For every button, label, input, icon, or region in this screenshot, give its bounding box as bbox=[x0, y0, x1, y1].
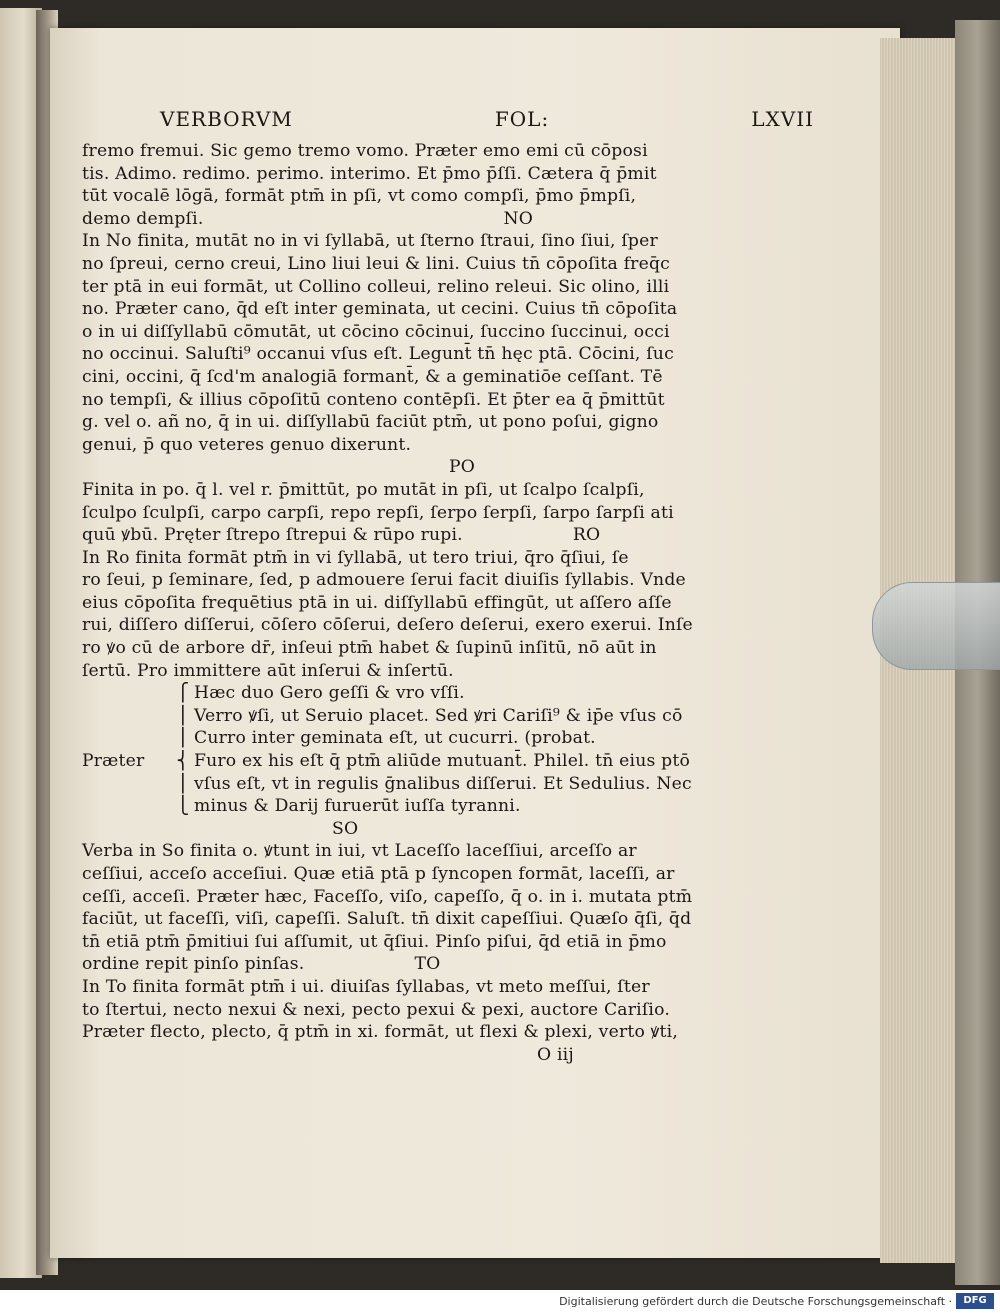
brace-line: vſus eſt, vt in regulis ḡnalibus diſſerui. Et Sedulius. Nec bbox=[194, 773, 692, 794]
brace-mark: ⎨ bbox=[176, 751, 190, 772]
text-line: Verba in So finita o. ꝟtunt in iui, vt Laceſſo laceſſiui, arceſſo ar bbox=[82, 841, 637, 862]
signature-mark: O iij bbox=[537, 1044, 574, 1065]
section-heading-to: TO bbox=[414, 954, 441, 975]
section-heading-ro: RO bbox=[572, 525, 601, 546]
brace-line: Furo ex his eſt q̄ ptm̄ aliūde mutuant̄. Philel. tn̄ eius ptō bbox=[194, 751, 691, 772]
text-line: no occinui. Saluſti⁹ occanui vſus eſt. Legunt̄ tn̄ hęc ptā. Cōcini, ſuc bbox=[82, 344, 674, 365]
text-line: ſculpo ſculpſi, carpo carpſi, repo repſi, ſerpo ſerpſi, ſarpo ſarpſi ati bbox=[82, 502, 674, 523]
brace-line: Hæc duo Gero geſſi & vro vſſi. bbox=[194, 683, 465, 704]
text-line: g. vel o. añ no, q̄ in ui. diſſyllabū faciūt ptm̄, ut pono poſui, gigno bbox=[82, 412, 659, 433]
brace-row bbox=[82, 705, 842, 728]
text-line bbox=[82, 208, 842, 231]
text-line: cini, occini, q̄ ſcd'm analogiā formant̄, & a geminatiōe ceſſant. Tē bbox=[82, 366, 663, 387]
text-line bbox=[82, 524, 842, 547]
text-line: o in ui diſſyllabū cōmutāt, ut cōcino cōcinui, ſuccino ſuccinui, occi bbox=[82, 321, 670, 342]
dfg-logo: DFG bbox=[956, 1293, 994, 1309]
brace-mark: ⎪ bbox=[176, 728, 190, 749]
header-center: FOL: bbox=[494, 107, 550, 131]
brace-mark: ⎪ bbox=[176, 773, 190, 794]
text-line: genui, p̄ quo veteres genuo dixerunt. bbox=[82, 434, 412, 455]
text-line: fremo fremui. Sic gemo tremo vomo. Præter emo emi cū cōposi bbox=[82, 141, 648, 161]
brace-row bbox=[82, 727, 842, 750]
brace-row bbox=[82, 750, 842, 773]
text-line-part: demo dempſi. bbox=[82, 208, 204, 229]
header-left: VERBORVM bbox=[160, 107, 293, 131]
text-line: no ſpreui, cerno creui, Lino liui leui & lini. Cuius tn̄ cōpoſita freq̄c bbox=[82, 253, 670, 274]
brace-line: Curro inter geminata eſt, ut cucurri. (probat. bbox=[194, 728, 596, 749]
brace-mark: ⎩ bbox=[176, 796, 190, 817]
brace-line: minus & Darij furuerūt iuſſa tyranni. bbox=[194, 796, 521, 817]
brace-row bbox=[82, 773, 842, 796]
brace-label: Præter bbox=[82, 751, 145, 772]
brace-mark: ⎪ bbox=[176, 705, 190, 726]
text-line: tis. Adimo. redimo. perimo. interimo. Et p̄mo p̄ſſi. Cætera q̄ p̄mit bbox=[82, 163, 657, 184]
section-heading-no: NO bbox=[503, 208, 534, 229]
footer-bar bbox=[0, 1290, 1000, 1313]
brace-label-col bbox=[82, 682, 172, 705]
text-line bbox=[82, 953, 842, 976]
text-line: Finita in po. q̄ l. vel r. p̄mittūt, po mutāt in pſi, ut ſcalpo ſcalpſi, bbox=[82, 479, 645, 500]
text-line: ceſſiui, acceſo acceſiui. Quæ etiā ptā p ſyncopen formāt, laceſſi, ar bbox=[82, 864, 675, 884]
brace-row bbox=[82, 795, 842, 818]
text-line: ter ptā in eui formāt, ut Collino colleui, relino releui. Sic olino, illi bbox=[82, 276, 670, 297]
brace-line: Verro ꝟſi, ut Seruio placet. Sed ꝟri Cariſi⁹ & ip̄e vſus cō bbox=[194, 705, 683, 726]
text-line: tūt vocalē lōgā, formāt ptm̄ in pſi, vt como compſi, p̄mo p̄mpſi, bbox=[82, 186, 637, 207]
section-heading-so: SO bbox=[332, 818, 359, 839]
text-line: eius cōpoſita frequētius ptā in ui. diſſyllabū effingūt, ut aſſero aſſe bbox=[82, 592, 672, 613]
section-heading-po: PO bbox=[448, 457, 476, 478]
text-line: rui, diſſero diſſerui, cōſero cōſerui, deſero deſerui, exero exerui. Inſe bbox=[82, 615, 693, 636]
funding-credit: Digitalisierung gefördert durch die Deutsche Forschungsgemeinschaft · bbox=[559, 1295, 952, 1308]
text-line: Præter flecto, plecto, q̄ ptm̄ in xi. formāt, ut flexi & plexi, verto ꝟti, bbox=[82, 1022, 678, 1043]
text-line: ro ꝟo cū de arbore dr̄, inſeui ptm̄ habet & ſupinū inſitū, nō aūt in bbox=[82, 638, 657, 659]
text-line: In To finita formāt ptm̄ i ui. diuiſas ſyllabas, vt meto meſſui, ſter bbox=[82, 976, 650, 997]
text-line: tn̄ etiā ptm̄ p̄mitiui ſui aſſumit, ut q̄ſiui. Pinſo piſui, q̄d etiā in p̄mo bbox=[82, 931, 667, 952]
text-line: no. Præter cano, q̄d eſt inter geminata, ut cecini. Cuius tn̄ cōpoſita bbox=[82, 299, 678, 320]
text-line: ceſſi, acceſi. Præter hæc, Faceſſo, viſo, capeſſo, q̄ o. in i. mutata ptm̄ bbox=[82, 886, 693, 907]
running-header bbox=[82, 108, 842, 140]
text-line: faciūt, ut faceſſi, viſi, capeſſi. Saluſt. tn̄ dixit capeſſiui. Quæſo q̄ſi, q̄d bbox=[82, 909, 692, 930]
text-line: In No finita, mutāt no in vi ſyllabā, ut ſterno ſtraui, ſino ſiui, ſper bbox=[82, 231, 658, 252]
header-folio: LXVII bbox=[751, 107, 814, 131]
text-line: ſertū. Pro immittere aūt inſerui & inſertū. bbox=[82, 660, 454, 681]
text-line-part: ordine repit pinſo pinſas. bbox=[82, 954, 305, 975]
brace-mark: ⎧ bbox=[176, 683, 190, 704]
brace-row bbox=[82, 682, 842, 705]
text-line: to ſtertui, necto nexui & nexi, pecto pexui & pexi, auctore Cariſio. bbox=[82, 999, 671, 1020]
page-clip bbox=[872, 582, 1000, 670]
text-line: In Ro finita formāt ptm̄ in vi ſyllabā, ut tero triui, q̄ro q̄ſiui, ſe bbox=[82, 547, 629, 568]
text-block bbox=[82, 108, 842, 1066]
text-line: no tempſi, & illius cōpoſitū conteno contēpſi. Et p̄ter ea q̄ p̄mittūt bbox=[82, 389, 665, 410]
text-line-part: quū ꝟbū. Pręter ſtrepo ſtrepui & rūpo rupi. bbox=[82, 525, 463, 546]
text-line: ro ſeui, p ſeminare, ſed, p admouere ſerui facit diuiſis ſyllabis. Vnde bbox=[82, 570, 686, 591]
